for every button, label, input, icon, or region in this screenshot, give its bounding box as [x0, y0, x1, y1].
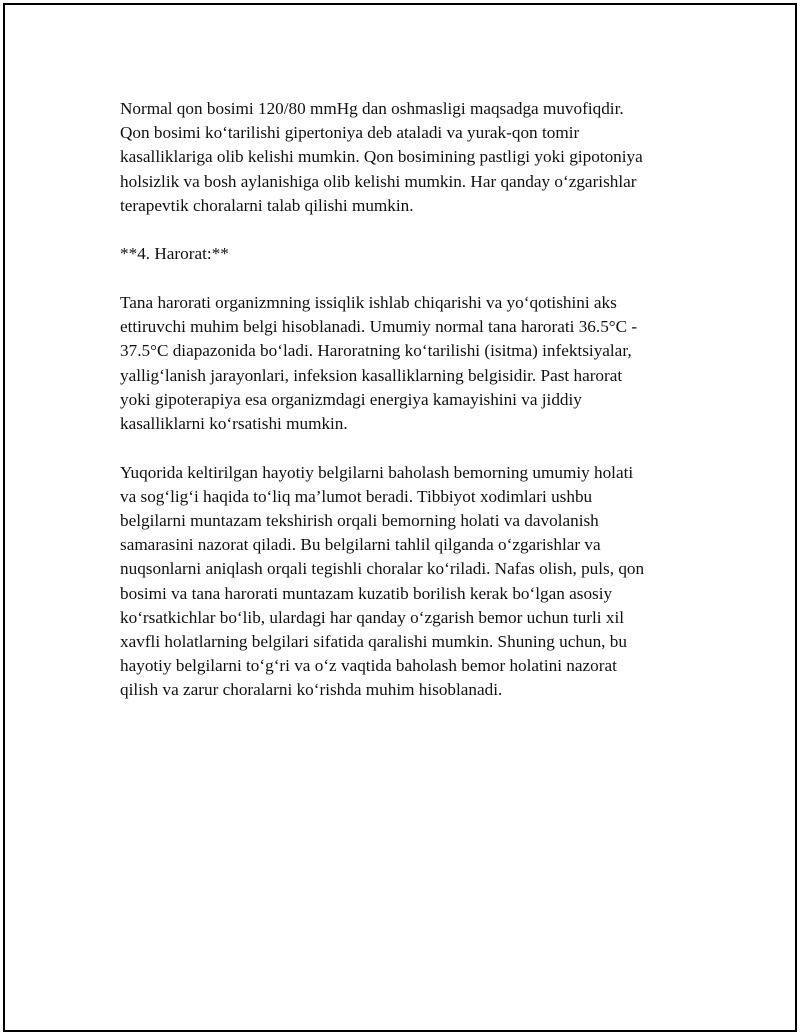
text-line: belgilarni muntazam tekshirish orqali bemorning holati va davolanish	[120, 511, 599, 531]
section-heading-temperature	[120, 242, 700, 266]
text-line: Tana harorati organizmning issiqlik ishlab chiqarishi va yo‘qotishini aks	[120, 293, 617, 312]
document-body	[120, 97, 700, 727]
text-line: Normal qon bosimi 120/80 mmHg dan oshmasligi maqsadga muvofiqdir.	[120, 99, 624, 118]
text-line: holsizlik va bosh aylanishiga olib kelishi mumkin. Har qanday o‘zgarishlar	[120, 171, 637, 191]
text-line: va sog‘lig‘i haqida to‘liq ma’lumot beradi. Tibbiyot xodimlari ushbu	[120, 486, 593, 506]
paragraph-temperature	[120, 291, 700, 436]
text-line: qilish va zarur choralarni ko‘rishda muhim hisoblanadi.	[120, 680, 503, 700]
paragraph-conclusion	[120, 461, 700, 703]
page-frame	[3, 3, 797, 1032]
text-line: bosimi va tana harorati muntazam kuzatib borilish kerak bo‘lgan asosiy	[120, 583, 613, 603]
text-line: nuqsonlarni aniqlash orqali tegishli choralar ko‘riladi. Nafas olish, puls, qon	[120, 559, 645, 579]
text-line: yoki gipoterapiya esa organizmdagi energiya kamayishini va jiddiy	[120, 389, 582, 409]
text-line: Yuqorida keltirilgan hayotiy belgilarni baholash bemorning umumiy holati	[120, 462, 634, 482]
text-line: kasalliklariga olib kelishi mumkin. Qon bosimining pastligi yoki gipotoniya	[120, 147, 643, 167]
text-line: ettiruvchi muhim belgi hisoblanadi. Umumiy normal tana harorati 36.5°C -	[120, 317, 638, 337]
text-line: terapevtik choralarni talab qilishi mumkin.	[120, 195, 414, 215]
text-line: xavfli holatlarning belgilari sifatida qaralishi mumkin. Shuning uchun, bu	[120, 632, 627, 652]
text-line: kasalliklarni ko‘rsatishi mumkin.	[120, 414, 348, 434]
text-line: ko‘rsatkichlar bo‘lib, ulardagi har qanday o‘zgarish bemor uchun turli xil	[120, 607, 625, 627]
text-line: hayotiy belgilarni to‘g‘ri va o‘z vaqtida baholash bemor holatini nazorat	[120, 656, 617, 676]
text-line: 37.5°C diapazonida bo‘ladi. Haroratning ko‘tarilishi (isitma) infektsiyalar,	[120, 341, 632, 361]
text-line: **4. Harorat:**	[120, 244, 229, 264]
text-line: samarasini nazorat qiladi. Bu belgilarni tahlil qilganda o‘zgarishlar va	[120, 535, 601, 555]
paragraph-blood-pressure	[120, 97, 700, 218]
text-line: yallig‘lanish jarayonlari, infeksion kasalliklarning belgisidir. Past harorat	[120, 365, 623, 385]
text-line: Qon bosimi ko‘tarilishi gipertoniya deb ataladi va yurak-qon tomir	[120, 123, 580, 143]
